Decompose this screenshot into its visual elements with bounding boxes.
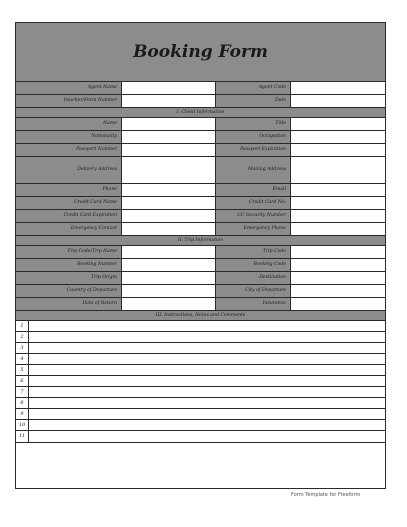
trip-right-label: Insurance bbox=[216, 298, 291, 310]
client-right-label: CC Security Number bbox=[216, 210, 291, 222]
client-row bbox=[16, 197, 385, 210]
client-left-field[interactable] bbox=[122, 184, 216, 196]
client-right-field[interactable] bbox=[291, 144, 385, 156]
note-line[interactable] bbox=[16, 431, 385, 443]
note-line[interactable] bbox=[16, 343, 385, 354]
line-number: 7 bbox=[16, 387, 29, 397]
agent-code-label: Agent Code bbox=[216, 82, 291, 94]
line-number: 4 bbox=[16, 354, 29, 364]
client-row bbox=[16, 223, 385, 236]
client-left-field[interactable] bbox=[122, 223, 216, 235]
client-right-label: Credit Card No. bbox=[216, 197, 291, 209]
client-right-field[interactable] bbox=[291, 184, 385, 196]
trip-left-field[interactable] bbox=[122, 285, 216, 297]
client-right-label: Email bbox=[216, 184, 291, 196]
client-right-label: Title bbox=[216, 118, 291, 130]
voucher-number-label: Voucher/Form Number bbox=[16, 95, 122, 107]
client-left-field[interactable] bbox=[122, 144, 216, 156]
trip-right-field[interactable] bbox=[291, 259, 385, 271]
trip-right-label: Booking Code bbox=[216, 259, 291, 271]
line-number: 2 bbox=[16, 332, 29, 342]
client-left-label: Emergency Contact bbox=[16, 223, 122, 235]
client-left-field[interactable] bbox=[122, 197, 216, 209]
client-row bbox=[16, 184, 385, 197]
client-right-field[interactable] bbox=[291, 197, 385, 209]
note-line[interactable] bbox=[16, 409, 385, 420]
client-row bbox=[16, 144, 385, 157]
form-header bbox=[16, 23, 385, 82]
note-line[interactable] bbox=[16, 398, 385, 409]
note-line[interactable] bbox=[16, 365, 385, 376]
trip-left-label: Country of Departure bbox=[16, 285, 122, 297]
section-trip-information: II. Trip Information bbox=[16, 236, 385, 246]
trip-row bbox=[16, 298, 385, 311]
trip-left-field[interactable] bbox=[122, 246, 216, 258]
client-left-field[interactable] bbox=[122, 210, 216, 222]
trip-left-field[interactable] bbox=[122, 298, 216, 310]
client-right-label: Mailing Address bbox=[216, 157, 291, 183]
trip-left-label: Trip Code/Trip Name bbox=[16, 246, 122, 258]
client-right-field[interactable] bbox=[291, 118, 385, 130]
booking-form-page bbox=[15, 22, 386, 489]
client-left-field[interactable] bbox=[122, 131, 216, 143]
date-label: Date bbox=[216, 95, 291, 107]
trip-left-label: Trip Origin bbox=[16, 272, 122, 284]
note-line[interactable] bbox=[16, 321, 385, 332]
trip-right-label: City of Departure bbox=[216, 285, 291, 297]
client-row bbox=[16, 131, 385, 144]
trip-row bbox=[16, 259, 385, 272]
client-left-label: Credit Card Expiration bbox=[16, 210, 122, 222]
trip-left-label: Date of Return bbox=[16, 298, 122, 310]
agent-name-label: Agent Name bbox=[16, 82, 122, 94]
line-number: 9 bbox=[16, 409, 29, 419]
client-right-field[interactable] bbox=[291, 131, 385, 143]
client-left-label: Nationality bbox=[16, 131, 122, 143]
agent-name-field[interactable] bbox=[122, 82, 216, 94]
line-number: 1 bbox=[16, 321, 29, 331]
section-notes: III. Instructions, Notes and Comments bbox=[16, 311, 385, 321]
line-number: 11 bbox=[16, 431, 29, 442]
client-left-field[interactable] bbox=[122, 157, 216, 183]
trip-left-label: Booking Number bbox=[16, 259, 122, 271]
note-line[interactable] bbox=[16, 332, 385, 343]
trip-left-field[interactable] bbox=[122, 272, 216, 284]
client-left-label: Passport Number bbox=[16, 144, 122, 156]
client-left-label: Phone bbox=[16, 184, 122, 196]
date-field[interactable] bbox=[291, 95, 385, 107]
trip-row bbox=[16, 272, 385, 285]
client-right-label: Passport Expiration bbox=[216, 144, 291, 156]
trip-right-field[interactable] bbox=[291, 298, 385, 310]
trip-row bbox=[16, 285, 385, 298]
client-left-label: Name bbox=[16, 118, 122, 130]
client-left-label: Delivery Address bbox=[16, 157, 122, 183]
client-row bbox=[16, 210, 385, 223]
client-right-field[interactable] bbox=[291, 223, 385, 235]
note-line[interactable] bbox=[16, 387, 385, 398]
client-left-field[interactable] bbox=[122, 118, 216, 130]
client-right-label: Occupation bbox=[216, 131, 291, 143]
client-row bbox=[16, 118, 385, 131]
note-line[interactable] bbox=[16, 354, 385, 365]
trip-right-label: Destination bbox=[216, 272, 291, 284]
voucher-row bbox=[16, 95, 385, 108]
client-right-field[interactable] bbox=[291, 210, 385, 222]
line-number: 3 bbox=[16, 343, 29, 353]
client-right-field[interactable] bbox=[291, 157, 385, 183]
section-client-information: I. Client Information bbox=[16, 108, 385, 118]
client-left-label: Credit Card Name bbox=[16, 197, 122, 209]
trip-row bbox=[16, 246, 385, 259]
note-line[interactable] bbox=[16, 376, 385, 387]
line-number: 8 bbox=[16, 398, 29, 408]
form-title: Booking Form bbox=[133, 42, 268, 62]
client-right-label: Emergency Phone bbox=[216, 223, 291, 235]
trip-right-field[interactable] bbox=[291, 285, 385, 297]
voucher-number-field[interactable] bbox=[122, 95, 216, 107]
line-number: 10 bbox=[16, 420, 29, 430]
trip-right-label: Trip Code bbox=[216, 246, 291, 258]
line-number: 5 bbox=[16, 365, 29, 375]
client-row-address bbox=[16, 157, 385, 184]
trip-left-field[interactable] bbox=[122, 259, 216, 271]
agent-code-field[interactable] bbox=[291, 82, 385, 94]
trip-right-field[interactable] bbox=[291, 272, 385, 284]
note-line[interactable] bbox=[16, 420, 385, 431]
line-number: 6 bbox=[16, 376, 29, 386]
agent-row bbox=[16, 82, 385, 95]
footer-text: Form Template for Freeform bbox=[291, 492, 361, 498]
trip-right-field[interactable] bbox=[291, 246, 385, 258]
